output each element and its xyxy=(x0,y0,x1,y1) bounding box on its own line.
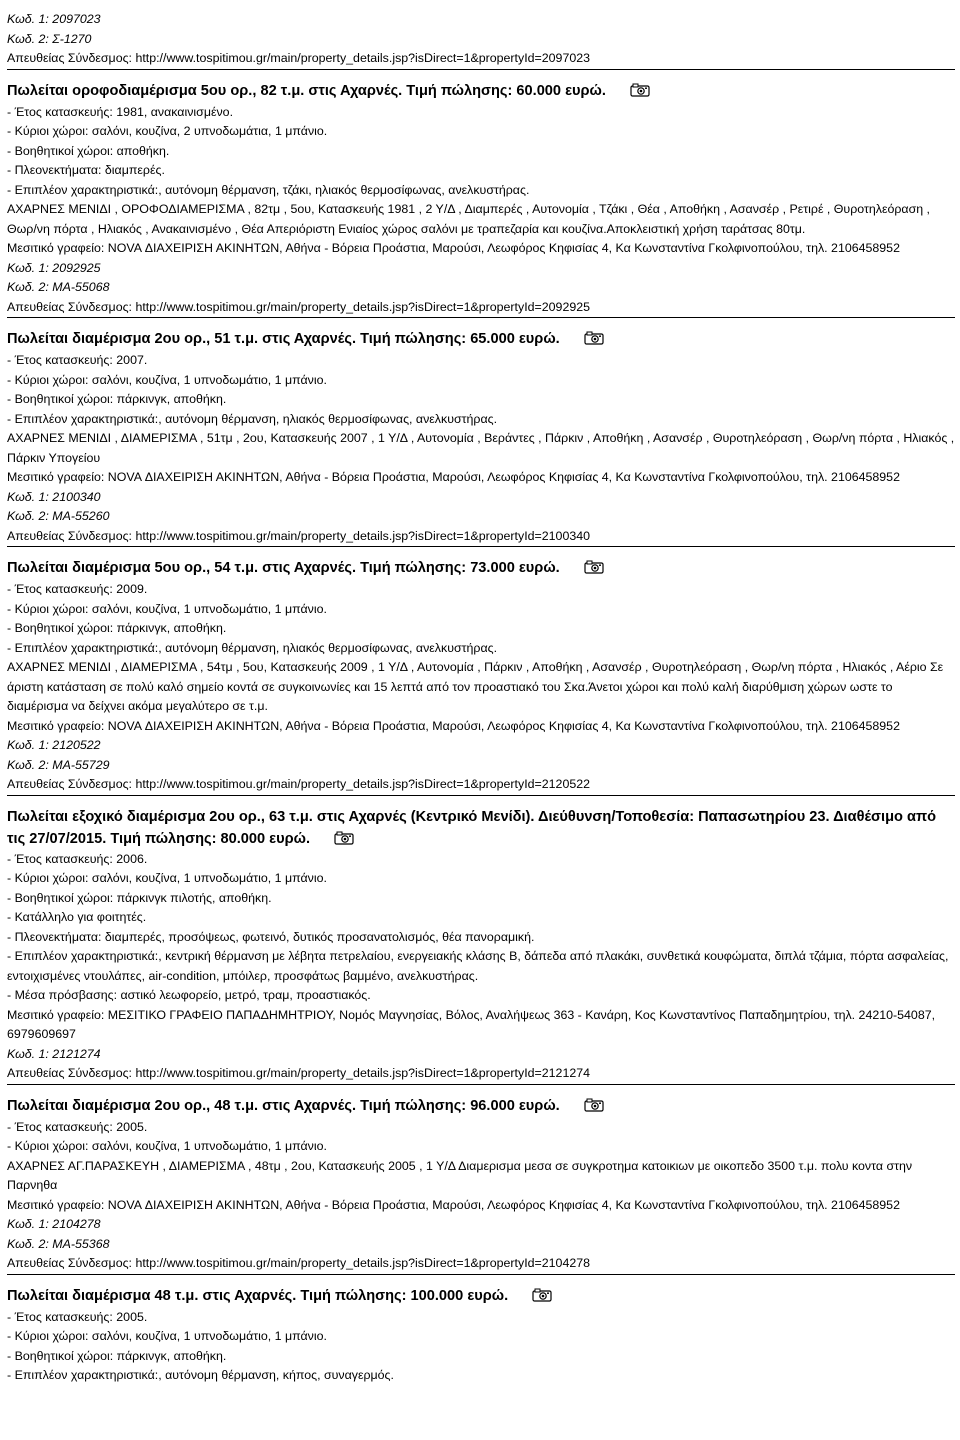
listing-office: Μεσιτικό γραφείο: NOVA ΔΙΑΧΕΙΡΙΣΗ ΑΚΙΝΗΤΩΝ, Αθήνα - Βόρεια Προάστια, Μαρούσι, Λεωφόρος Κηφισίας 4, Κα Κωνσταντίνα Γκολφινοπούλου, τηλ. 2106458952 xyxy=(7,241,900,255)
listing-feature: - Έτος κατασκευής: 2007. xyxy=(7,353,148,367)
listing-feature: - Βοηθητικοί χώροι: πάρκινγκ πιλοτής, αποθήκη. xyxy=(7,890,272,905)
listing-title-text: Πωλείται διαμέρισμα 2ου ορ., 48 τ.μ. στις Αχαρνές. Τιμή πώλησης: 96.000 ευρώ. xyxy=(7,1097,560,1114)
listing-feature: - Κύριοι χώροι: σαλόνι, κουζίνα, 1 υπνοδωμάτιο, 1 μπάνιο. xyxy=(7,1329,327,1343)
code-1: Κωδ. 1: 2097023 xyxy=(7,12,101,26)
document-page xyxy=(7,10,955,1386)
listing-feature: - Κύριοι χώροι: σαλόνι, κουζίνα, 1 υπνοδωμάτιο, 1 μπάνιο. xyxy=(7,601,327,616)
camera-icon[interactable] xyxy=(630,83,650,97)
listing-feature: - Κύριοι χώροι: σαλόνι, κουζίνα, 2 υπνοδωμάτια, 1 μπάνιο. xyxy=(7,124,328,138)
listing-feature: - Έτος κατασκευής: 2006. xyxy=(7,851,148,866)
listing-feature: - Επιπλέον χαρακτηριστικά:, αυτόνομη θέρμανση, τζάκι, ηλιακός θερμοσίφωνας, ανελκυστήρας. xyxy=(7,182,530,197)
listing-description: ΑΧΑΡΝΕΣ ΜΕΝΙΔΙ , ΟΡΟΦΟΔΙΑΜΕΡΙΣΜΑ , 82τμ , 5ου, Κατασκευής 1981 , 2 Υ/Δ , Διαμπερές , Αυτονομία , Τζάκι , Θέα , Αποθήκη , Ασανσέρ , Ρετιρέ , Θυροτηλεόραση , Θωρ/νη πόρτα , Ηλιακός , Ανακαινισμένο , Θέα Απεριόριστη Ενιαίος χώρος σαλόνι με τραπεζαρία και κουζίνα.Αποκλειστική χρήση ταράτσας 80τμ. xyxy=(7,202,931,236)
listing-title-text: Πωλείται διαμέρισμα 48 τ.μ. στις Αχαρνές. Τιμή πώλησης: 100.000 ευρώ. xyxy=(7,1287,509,1304)
listing-feature: - Κατάλληλο για φοιτητές. xyxy=(7,910,147,924)
code-2: Κωδ. 2: Σ-1270 xyxy=(7,31,92,46)
camera-icon[interactable] xyxy=(584,560,604,574)
listing-office: Μεσιτικό γραφείο: ΜΕΣΙΤΙΚΟ ΓΡΑΦΕΙΟ ΠΑΠΑΔΗΜΗΤΡΙΟΥ, Νομός Μαγνησίας, Βόλος, Αναλήψεως 363 - Κανάρη, Κος Κωνσταντίνος Παπαδημητρίου, τηλ. 24210-54087, 6979609697 xyxy=(7,1007,936,1041)
listing-feature: - Βοηθητικοί χώροι: αποθήκη. xyxy=(7,143,170,158)
listing-code-1: Κωδ. 1: 2121274 xyxy=(7,1046,101,1061)
listing-feature: - Έτος κατασκευής: 1981, ανακαινισμένο. xyxy=(7,104,234,119)
listing-title xyxy=(7,80,955,103)
camera-icon[interactable] xyxy=(532,1288,552,1302)
listing-feature: - Επιπλέον χαρακτηριστικά:, αυτόνομη θέρμανση, κήπος, συναγερμός. xyxy=(7,1368,394,1382)
listing-title-text: Πωλείται οροφοδιαμέρισμα 5ου ορ., 82 τ.μ. στις Αχαρνές. Τιμή πώλησης: 60.000 ευρώ. xyxy=(7,82,606,99)
listing-title xyxy=(7,328,955,351)
camera-icon[interactable] xyxy=(584,1098,604,1112)
listing-office: Μεσιτικό γραφείο: NOVA ΔΙΑΧΕΙΡΙΣΗ ΑΚΙΝΗΤΩΝ, Αθήνα - Βόρεια Προάστια, Μαρούσι, Λεωφόρος Κηφισίας 4, Κα Κωνσταντίνα Γκολφινοπούλου, τηλ. 2106458952 xyxy=(7,470,900,484)
direct-link[interactable]: Απευθείας Σύνδεσμος: http://www.tospitimou.gr/main/property_details.jsp?isDirect=1&propertyId=2097023 xyxy=(7,51,591,65)
listing-feature: - Επιπλέον χαρακτηριστικά:, κεντρική θέρμανση με λέβητα πετρελαίου, ενεργειακής κλάσης Β, δάπεδα από πλακάκι, συνθετικά κουφώματα, διπλά τζάμια, πόρτα ασφαλείας, εντοιχισμένες ντουλάπες, air-condition, μπόιλερ, προσφάτως βαμμένο, ανελκυστήρας. xyxy=(7,949,949,983)
listing xyxy=(7,80,955,329)
listing xyxy=(7,328,955,557)
listing-feature: - Πλεονεκτήματα: διαμπερές, προσόψεως, φωτεινό, δυτικός προσανατολισμός, θέα πανοραμική. xyxy=(7,929,535,944)
listing-feature: - Μέσα πρόσβασης: αστικό λεωφορείο, μετρό, τραμ, προαστιακός. xyxy=(7,988,371,1002)
listing-direct-link[interactable]: Απευθείας Σύνδεσμος: http://www.tospitimou.gr/main/property_details.jsp?isDirect=1&propertyId=2100340 xyxy=(7,528,591,543)
listing xyxy=(7,806,955,1095)
listing-direct-link[interactable]: Απευθείας Σύνδεσμος: http://www.tospitimou.gr/main/property_details.jsp?isDirect=1&propertyId=2104278 xyxy=(7,1256,591,1270)
listing-code-1: Κωδ. 1: 2120522 xyxy=(7,738,101,752)
listing-description: ΑΧΑΡΝΕΣ ΜΕΝΙΔΙ , ΔΙΑΜΕΡΙΣΜΑ , 51τμ , 2ου, Κατασκευής 2007 , 1 Υ/Δ , Αυτονομία , Βεράντες , Πάρκιν , Αποθήκη , Ασανσέρ , Θυροτηλεόραση , Θωρ/νη πόρτα , Ηλιακός , Πάρκιν Υπογείου xyxy=(7,431,955,465)
listing-code-1: Κωδ. 1: 2104278 xyxy=(7,1217,101,1231)
listing-direct-link[interactable]: Απευθείας Σύνδεσμος: http://www.tospitimou.gr/main/property_details.jsp?isDirect=1&propertyId=2120522 xyxy=(7,777,591,791)
listing-title xyxy=(7,557,955,580)
listing xyxy=(7,1285,955,1386)
listing-feature: - Βοηθητικοί χώροι: πάρκινγκ, αποθήκη. xyxy=(7,392,227,406)
listing-title xyxy=(7,1095,955,1118)
listing-code-2: Κωδ. 2: ΜΑ-55260 xyxy=(7,509,110,523)
listing-title-text: Πωλείται εξοχικό διαμέρισμα 2ου ορ., 63 τ.μ. στις Αχαρνές (Κεντρικό Μενίδι). Διεύθυνση/Τοποθεσία: Παπασωτηρίου 23. Διαθέσιμο από τις 27/07/2015. Τιμή πώλησης: 80.000 ευρώ. xyxy=(7,808,937,847)
listing xyxy=(7,557,955,806)
listing-feature: - Κύριοι χώροι: σαλόνι, κουζίνα, 1 υπνοδωμάτιο, 1 μπάνιο. xyxy=(7,372,327,387)
listing-code-1: Κωδ. 1: 2100340 xyxy=(7,489,101,504)
listing-feature: - Έτος κατασκευής: 2005. xyxy=(7,1309,148,1324)
listing-feature: - Επιπλέον χαρακτηριστικά:, αυτόνομη θέρμανση, ηλιακός θερμοσίφωνας, ανελκυστήρας. xyxy=(7,411,498,426)
listing-office: Μεσιτικό γραφείο: NOVA ΔΙΑΧΕΙΡΙΣΗ ΑΚΙΝΗΤΩΝ, Αθήνα - Βόρεια Προάστια, Μαρούσι, Λεωφόρος Κηφισίας 4, Κα Κωνσταντίνα Γκολφινοπούλου, τηλ. 2106458952 xyxy=(7,1197,900,1212)
listing-description: ΑΧΑΡΝΕΣ ΜΕΝΙΔΙ , ΔΙΑΜΕΡΙΣΜΑ , 54τμ , 5ου, Κατασκευής 2009 , 1 Υ/Δ , Αυτονομία , Πάρκιν , Αποθήκη , Ασανσέρ , Θυροτηλεόραση , Θωρ/νη πόρτα , Ηλιακός , Αέριο Σε άριστη κατάσταση σε πολύ καλό σημείο κοντά σε συγκοινωνίες και 15 λεπτά από τον προαστιακό του Σκα.Άνετοι χώροι και πολύ καλή διαρύθμιση χώρων ωστε το διαμέρισμα να δείχνει ακόμα μεγαλύτερο σε τ.μ. xyxy=(7,660,944,713)
listing-title xyxy=(7,806,955,850)
listing-feature: - Βοηθητικοί χώροι: πάρκινγκ, αποθήκη. xyxy=(7,1348,227,1363)
listing-feature: - Έτος κατασκευής: 2005. xyxy=(7,1119,148,1134)
listing xyxy=(7,1095,955,1285)
listing-feature: - Επιπλέον χαρακτηριστικά:, αυτόνομη θέρμανση, ηλιακός θερμοσίφωνας, ανελκυστήρας. xyxy=(7,640,498,655)
camera-icon[interactable] xyxy=(584,331,604,345)
listing-title-text: Πωλείται διαμέρισμα 5ου ορ., 54 τ.μ. στις Αχαρνές. Τιμή πώλησης: 73.000 ευρώ. xyxy=(7,560,560,576)
listing-feature: - Κύριοι χώροι: σαλόνι, κουζίνα, 1 υπνοδωμάτιο, 1 μπάνιο. xyxy=(7,1139,327,1153)
listing-direct-link[interactable]: Απευθείας Σύνδεσμος: http://www.tospitimou.gr/main/property_details.jsp?isDirect=1&propertyId=2092925 xyxy=(7,299,591,314)
listing-code-2: Κωδ. 2: ΜΑ-55068 xyxy=(7,280,110,294)
listing-title xyxy=(7,1285,955,1308)
camera-icon[interactable] xyxy=(334,831,354,845)
listing-feature: - Κύριοι χώροι: σαλόνι, κουζίνα, 1 υπνοδωμάτιο, 1 μπάνιο. xyxy=(7,871,327,885)
listings-container xyxy=(7,80,955,1386)
listing-description: ΑΧΑΡΝΕΣ ΑΓ.ΠΑΡΑΣΚΕΥΗ , ΔΙΑΜΕΡΙΣΜΑ , 48τμ , 2ου, Κατασκευής 2005 , 1 Υ/Δ Διαμερισμα μεσα σε συγκροτημα κατοικιων με οικοπεδο 3500 τ.μ. πολυ κοντα στην Παρνηθα xyxy=(7,1158,913,1192)
listing-feature: - Έτος κατασκευής: 2009. xyxy=(7,582,148,596)
listing-code-2: Κωδ. 2: ΜΑ-55729 xyxy=(7,757,110,772)
listing-code-1: Κωδ. 1: 2092925 xyxy=(7,260,101,275)
listing-office: Μεσιτικό γραφείο: NOVA ΔΙΑΧΕΙΡΙΣΗ ΑΚΙΝΗΤΩΝ, Αθήνα - Βόρεια Προάστια, Μαρούσι, Λεωφόρος Κηφισίας 4, Κα Κωνσταντίνα Γκολφινοπούλου, τηλ. 2106458952 xyxy=(7,718,900,733)
listing-title-text: Πωλείται διαμέρισμα 2ου ορ., 51 τ.μ. στις Αχαρνές. Τιμή πώλησης: 65.000 ευρώ. xyxy=(7,331,560,347)
listing-feature: - Βοηθητικοί χώροι: πάρκινγκ, αποθήκη. xyxy=(7,621,227,635)
listing-code-2: Κωδ. 2: ΜΑ-55368 xyxy=(7,1236,110,1251)
listing-direct-link[interactable]: Απευθείας Σύνδεσμος: http://www.tospitimou.gr/main/property_details.jsp?isDirect=1&propertyId=2121274 xyxy=(7,1066,591,1080)
listing-feature: - Πλεονεκτήματα: διαμπερές. xyxy=(7,163,165,177)
